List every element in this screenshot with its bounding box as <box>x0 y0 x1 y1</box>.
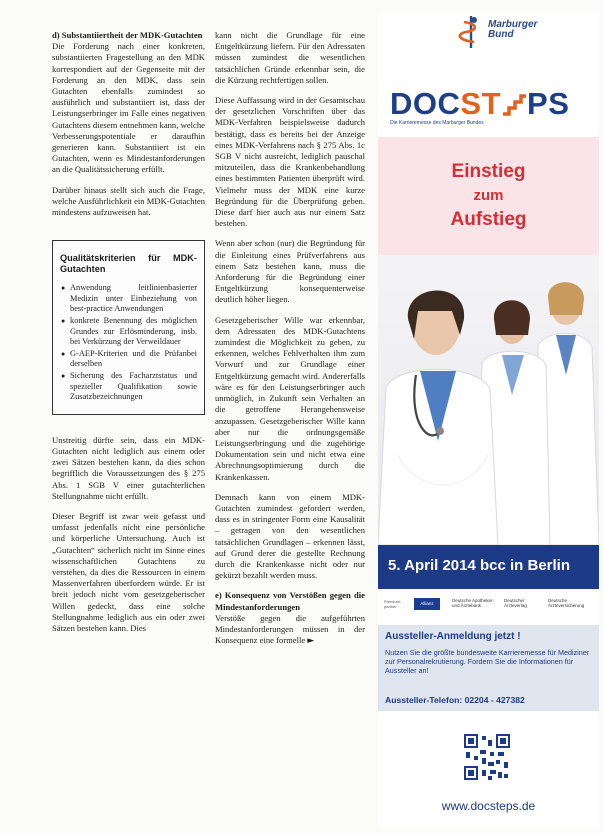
stairs-icon <box>501 92 527 116</box>
paragraph: Gesetzgeberischer Wille war erkennbar, dem Adressaten des MDK-Gutachtens zumindest die Möglichkeit zu geben, zu erkennen, welches Fehlverhalten ihm zum Vorwurf und zur Grundlage einer Entgeltkürzung gemacht wird. Andererfalls wäre es für den Leistungserbringer auch unmöglich, in Zukunft sein Verhalten an die getroffene Herangehensweise anzupassen. Gesetzgeberischer Wille kann aber nur die ordnungsgemäße Leistungserbringung und die zugehörige Dokumentation sein und nicht etwa eine Abrechnungsoptimierung durch die Krankenkassen. <box>215 314 365 482</box>
paragraph: Demnach kann von einem MDK-Gutachten zumindest gefordert werden, dass es in stringenter Form eine Kausalität – getragen von den wesentlichen tatsächlichen Grundlagen – erkennen lässt, auf Grund derer die gestellte Rechnung durch die Krankenkasse nicht oder nur gekürzt bezahlt werden muss. <box>215 491 365 581</box>
quality-criteria-box <box>52 240 205 415</box>
headline-line-3: Aufstieg <box>450 209 527 230</box>
sponsor-logos <box>378 589 599 625</box>
paragraph <box>215 613 365 648</box>
sponsor-logo-3: Deutscher Ärzteverlag <box>504 598 527 608</box>
exhibitor-text: Nutzen Sie die größte bundesweite Karrieremesse für Mediziner zur Personalrekrutierung. Fordern Sie die Informationen für Aussteller an! <box>385 648 590 675</box>
event-date: 5. April 2014 bcc in Berlin <box>388 557 571 574</box>
continue-arrow-icon: ► <box>307 636 315 647</box>
headline-line-1: Einstieg <box>451 161 526 182</box>
paragraph: Unstreitig dürfte sein, dass ein MDK-Gutachten nicht lediglich aus einem oder zwei Sätzen bestehen kann, da dies schon begrifflich die Voraussetzungen des § 275 Abs. 1 SGB V einer gutachterlichen Stellungnahme nicht erfüllt. <box>52 434 205 501</box>
wordmark-ps: PS <box>527 86 570 121</box>
ad-tagline: Die Karrieremesse des Marburger Bundes <box>390 120 484 126</box>
box-title: Qualitätskriterien für MDK-Gutachten <box>60 253 197 275</box>
logo-line-1: Marburger <box>488 19 538 30</box>
wordmark-st: ST <box>460 86 502 121</box>
qr-code-icon[interactable] <box>462 732 512 782</box>
list-item: ● konkrete Benennung des möglichen Grundes zur Erlösminderung, insb. bei Verkürzung der Verweildauer <box>70 316 197 348</box>
sponsor-logo-1: Allianz <box>414 598 440 610</box>
marburger-bund-logo <box>454 14 538 54</box>
logo-text <box>488 20 537 40</box>
headline-line-2: zum <box>473 187 504 204</box>
sponsor-label: Premium-partner <box>384 599 402 609</box>
event-date-banner <box>378 545 599 589</box>
section-heading-d: d) Substantiiertheit der MDK-Gutachten <box>52 30 203 40</box>
logo-line-2: Bund <box>488 29 514 40</box>
text-column-2 <box>215 30 365 656</box>
exhibitor-title: Aussteller-Anmeldung jetzt ! <box>385 631 521 642</box>
list-item: ● Sicherung des Facharztstatus und spezieller Qualifikation sowie Zusatzbezeichnungen <box>70 371 197 403</box>
wordmark-doc: DOC <box>390 86 461 121</box>
paragraph: Dieser Begriff ist zwar weit gefasst und umfasst jedenfalls nicht eine persönliche und körperliche Untersuchung. Auch ist „Gutachten“ sicherlich nicht im Sinne eines wissenschaftlichen Gutachtens zu verstehen, da dies die Ressourcen in einem Massenverfahren überfordern würde. Er ist breit jedoch nicht vom gesetzgeberischer Willen gedeckt, dass eine solche Stellungnahme lediglich aus ein oder zwei Sätzen bestehen kann. Dies <box>52 511 205 634</box>
paragraph: Darüber hinaus stellt sich auch die Frage, welche Ausführlichkeit ein MDK-Gutachten mindestens aufzuweisen hat. <box>52 184 205 218</box>
paragraph: kann nicht die Grundlage für eine Entgeltkürzung liefern. Für den Adressaten müssen zumindest die wesentlichen tatsächlichen Gründe erkennbar sein, die die Kürzung rechtfertigen sollen. <box>215 30 365 85</box>
paragraph: Die Forderung nach einer konkreten, substantiierten Fragestellung an den MDK korrespondiert auf der Gegenseite mit der Forderung an den MDK, dass sein Gutachten ebenfalls zumindest so ausführlich und substantiiert ist, dass der Leistungserbringer im Falle eines negativen Gutachtens diesem entnehmen kann, welche Verbesserungspotentiale er daraufhin generieren kann. Substantiiert ist ein Gutachten, wenn es Mindestanforderungen an die Qualitätssicherung erfüllt. <box>52 41 205 175</box>
section-heading-e: e) Konsequenz von Verstößen gegen die Mindestanforderungen <box>215 590 365 612</box>
doctors-photo <box>378 255 599 545</box>
ad-headline <box>378 160 599 232</box>
staff-of-asclepius-icon <box>454 14 488 50</box>
exhibitor-phone: Aussteller-Telefon: 02204 - 427382 <box>385 695 525 705</box>
exhibitor-box <box>378 625 599 711</box>
paragraph: Wenn aber schon (nur) die Begründung für die Einleitung eines Prüfverfahrens aus einem Satz bestehen kann, muss die Anforderung für die Begründung einer Entgeltkürzung konsequenterweise deutlich höher liegen. <box>215 238 365 305</box>
text-column-1 <box>52 30 205 643</box>
docsteps-advertisement[interactable] <box>378 12 599 828</box>
docsteps-wordmark <box>390 88 569 120</box>
list-item: ● G-AEP-Kriterien und die Prüfanbei derselben <box>70 349 197 370</box>
website-link[interactable]: www.docsteps.de <box>441 799 536 813</box>
paragraph: Diese Auffassung wird in der Gesamtschau der gesetzlichen Vorschriften über das MDK-Verfahren beispielsweise dadurch bestätigt, dass es bereits bei der Anzeige eines MDK-Verfahrens nach § 275 Abs. 1c SGB V nicht ausreicht, lediglich pauschal mitzuteilen, dass die Krankenbehandlung eines bestimmten Patienten überprüft wird. Vielmehr muss der MDK eine kurze Begründung für die Überprüfung geben. Diese darf hier auch aus nur einem Satz bestehen. <box>215 95 365 229</box>
doctors-illustration <box>378 255 599 545</box>
sponsor-logo-4: Deutsche Ärzteversicherung <box>548 598 585 608</box>
paragraph-text: Verstöße gegen die aufgeführten Mindestanforderungen müssen in der Konsequenz eine formelle <box>215 612 365 646</box>
list-item: ● Anwendung leitlinienbasierter Medizin unter Einbeziehung von best-practice Anwendungen <box>70 283 197 315</box>
criteria-list <box>60 283 197 403</box>
sponsor-logo-2: Deutsche Apotheker- und Ärztebank <box>452 598 495 608</box>
